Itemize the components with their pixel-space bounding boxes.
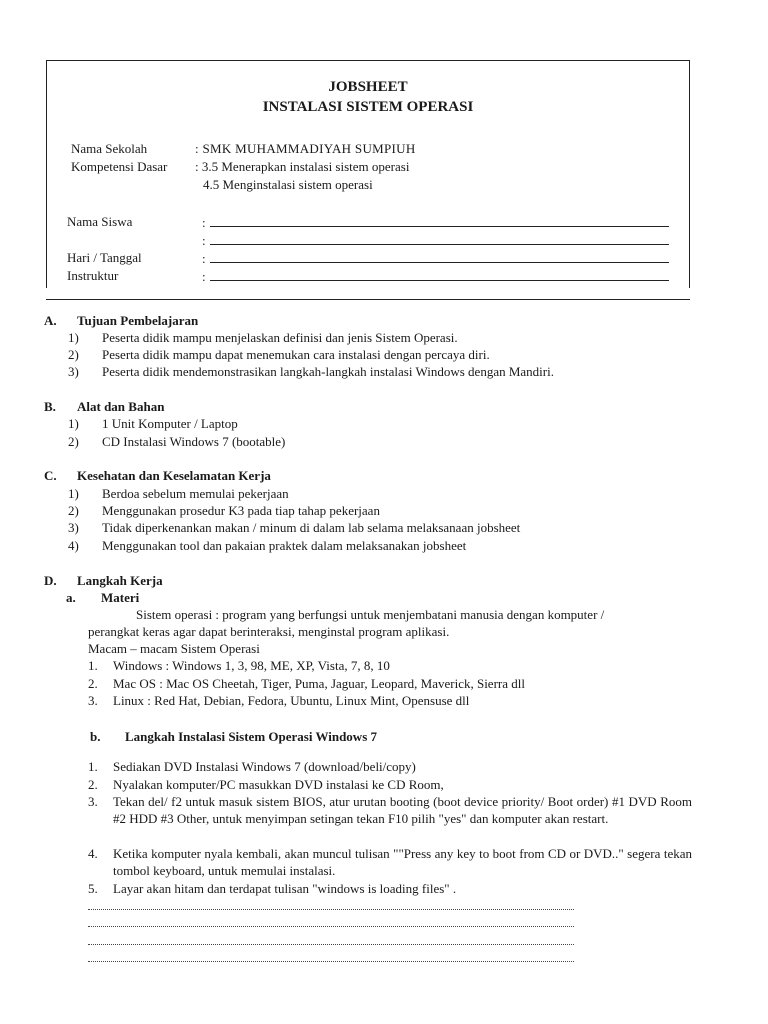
section-c-heading: C. Kesehatan dan Keselamatan Kerja (44, 468, 271, 483)
document-title: JOBSHEET (328, 79, 408, 95)
field-date[interactable]: Hari / Tanggal : (67, 250, 687, 266)
field-student-name[interactable]: Nama Siswa : (67, 214, 687, 230)
paragraph: perangkat keras agar dapat berinteraksi, menginstal program aplikasi. (88, 624, 450, 639)
step-item: 4. Ketika komputer nyala kembali, akan muncul tulisan ""Press any key to boot from CD or DVD.." segera tekan tombol keyboard, untuk memulai instalasi. (88, 846, 692, 879)
paragraph: Sistem operasi : program yang berfungsi untuk menjembatani manusia dengan komputer / (136, 607, 605, 622)
dotted-answer-line (88, 918, 574, 927)
step-item: 5. Layar akan hitam dan terdapat tulisan "windows is loading files" . (88, 881, 457, 896)
step-item: 1. Sediakan DVD Instalasi Windows 7 (download/beli/copy) (88, 759, 416, 774)
divider (46, 299, 690, 300)
header-box: JOBSHEET INSTALASI SISTEM OPERASI Nama Sekolah : SMK MUHAMMADIYAH SUMPIUH Kompetensi Dasar : 3.5 Menerapkan instalasi sistem operasi 4.5 Menginstalasi sistem operasi Nama Siswa : : Hari / Tanggal : Instruktur : (46, 60, 690, 288)
dotted-answer-line (88, 953, 574, 962)
dotted-answer-line (88, 901, 574, 910)
document-subtitle: INSTALASI SISTEM OPERASI (262, 99, 474, 115)
blank-line (210, 244, 669, 245)
subsection-a-heading: a. Materi (66, 590, 140, 605)
step-item: 3. Tekan del/ f2 untuk masuk sistem BIOS, atur urutan booting (boot device priority/ Boot order) #1 DVD Room #2 HDD #3 Other, untuk menyimpan setingan tekan F10 pilih "yes" dan komputer akan restart. (88, 794, 692, 827)
field-instructor[interactable]: Instruktur : (67, 268, 687, 284)
blank-line (210, 262, 669, 263)
dotted-answer-line (88, 936, 574, 945)
blank-line (210, 280, 669, 281)
blank-line (210, 226, 669, 227)
section-b-heading: B. Alat dan Bahan (44, 399, 165, 414)
field-student-name-2[interactable]: : (67, 232, 687, 248)
subsection-b-heading: b. Langkah Instalasi Sistem Operasi Windows 7 (90, 729, 378, 744)
section-a-heading: A. Tujuan Pembelajaran (44, 313, 199, 328)
paragraph: Macam – macam Sistem Operasi (88, 641, 260, 656)
step-item: 2. Nyalakan komputer/PC masukkan DVD instalasi ke CD Room, (88, 777, 444, 792)
section-d-heading: D. Langkah Kerja (44, 573, 163, 588)
